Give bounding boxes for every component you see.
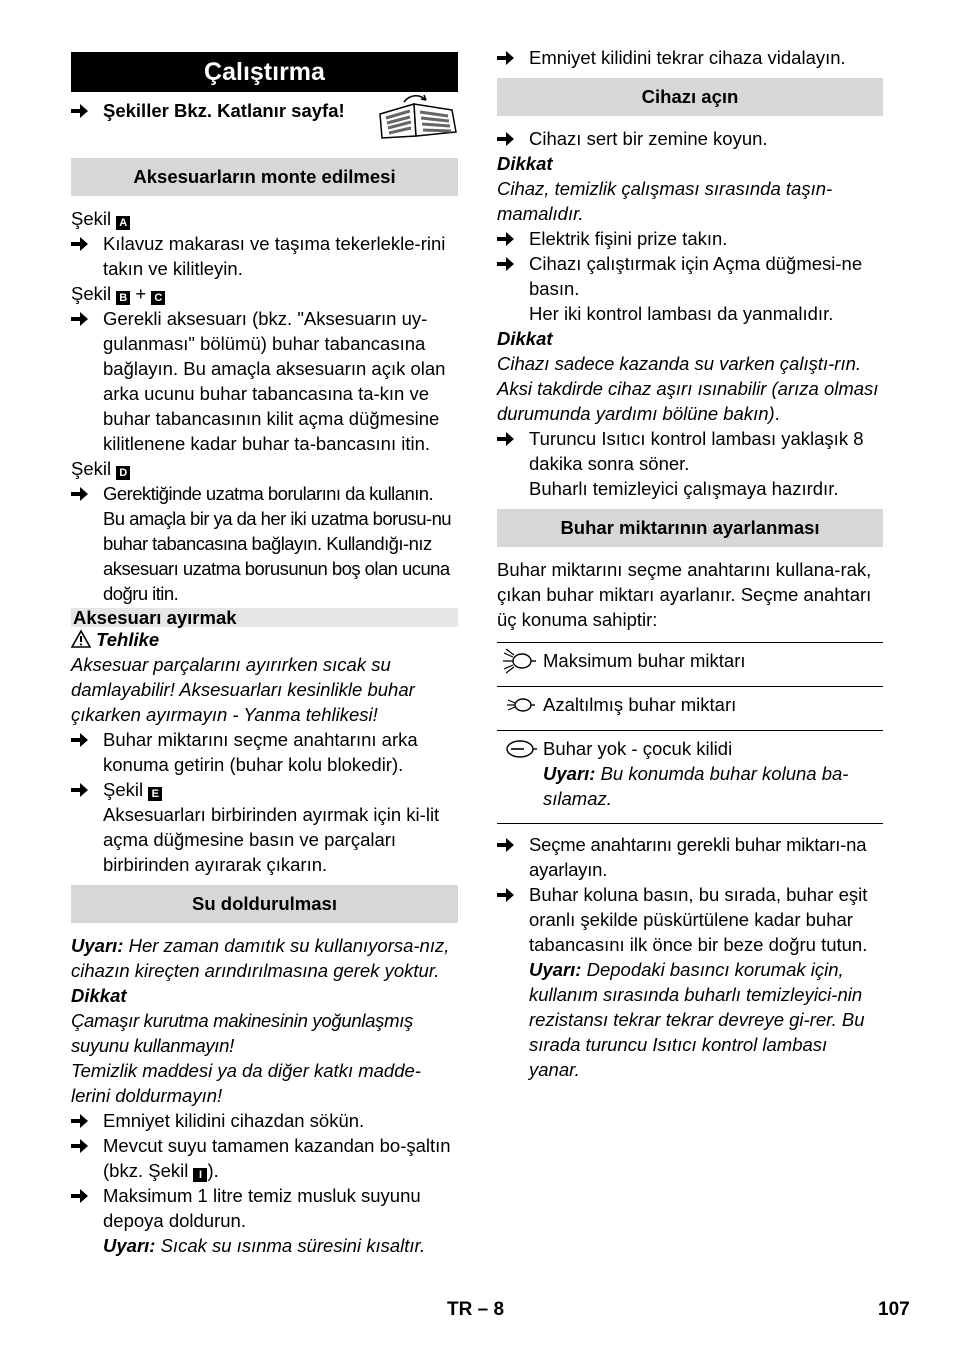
water-step-3: Maksimum 1 litre temiz musluk suyunu depoya doldurun. [71,1183,458,1233]
figure-ref-e: Şekil E [71,777,458,802]
water-step-2: Mevcut suyu tamamen kazandan bo-şaltın (bkz. Şekil I ). [71,1133,458,1183]
figure-ref-d: Şekil D [71,456,458,481]
steam-step-2: Buhar koluna basın, bu sırada, buhar eşit oranlı şekilde püskürtülene kadar buhar tabancasını ilk önce bir beze doğru tutun. [497,882,883,957]
option-no-steam: Buhar yok - çocuk kilidi Uyarı: Bu konumda buhar koluna ba-sılamaz. [543,731,883,824]
section-water-fill: Su doldurulması [71,885,458,923]
start-step-3: Cihazı çalıştırmak için Açma düğmesi-ne basın. [497,251,883,301]
remove-step-1: Buhar miktarını seçme anahtarını arka konuma getirin (buhar kolu blokedir). [71,727,458,777]
table-row [497,687,883,731]
screw-safety-lock-step: Emniyet kilidini tekrar cihaza vidalayın. [497,45,883,70]
arrow-right-icon [71,98,95,123]
figure-ref-a: Şekil A [71,206,458,231]
folding-note: Şekiller Bkz. Katlanır sayfa! [71,98,458,123]
water-note: Uyarı: Her zaman damıtık su kullanıyorsa-nız, cihazın kireçten arındırılmasına gerek yoktur. [71,935,450,981]
steam-step-2-note: Uyarı: Depodaki basıncı korumak için, kullanım sırasında buharlı temizleyici-nin rezistansı tekrar tekrar devreye gi-rer. Bu sırada turuncu Isıtıcı kontrol lambası yanar. [529,959,865,1080]
remove-step-2: Aksesuarları birbirinden ayırmak için ki-lit açma düğmesine basın ve parçaları birbirinden ayırarak çıkarın. [103,804,440,875]
caution-text-2: Cihazı sadece kazanda su varken çalıştı-rın. Aksi takdirde cihaz aşırı ısınabilir (arıza olması durumunda yardımı bölüne bakın). [497,353,879,424]
page-title: Çalıştırma [71,52,458,92]
option-reduced-steam: Azaltılmış buhar miktarı [543,687,883,731]
arrow-right-icon [71,1183,95,1208]
caution-text-2: Temizlik maddesi ya da diğer katkı madde-lerini doldurmayın! [71,1060,421,1106]
arrow-right-icon [71,1133,95,1158]
water-step-3-note: Uyarı: Sıcak su ısınma süresini kısaltır. [103,1235,426,1256]
arrow-right-icon [71,727,95,752]
arrow-right-icon [71,481,95,506]
table-row [497,643,883,687]
steam-intro: Buhar miktarını seçme anahtarını kullana-rak, çıkan buhar miktarı ayarlanır. Seçme anahtarı üç konuma sahiptir: [497,559,872,630]
accessories-step-2: Gerekli aksesuarı (bkz. "Aksesuarın uy-gulanması" bölümü) buhar tabancasına bağlayın. Bu amaçla aksesuarın açık olan arka ucunu buhar tabancasına ta-kın ve buhar tabancasının kilit açma düğmesine kilitlenene kadar buhar ta-bancasını itin. [71,306,458,456]
arrow-right-icon [71,777,95,802]
danger-text: Aksesuar parçalarını ayırırken sıcak su damlayabilir! Aksesuarları kesinlikle buhar çıkarken ayırmayın - Yanma tehlikesi! [71,654,415,725]
caution-label-2: Dikkat [497,328,553,349]
arrow-right-icon [497,426,521,451]
arrow-right-icon [497,882,521,907]
page-number: 107 [878,1299,910,1320]
warning-triangle-icon [71,630,91,648]
start-step-2: Elektrik fişini prize takın. [497,226,883,251]
reduced-steam-icon [502,692,538,718]
caution-label: Dikkat [71,985,127,1006]
right-column [497,45,883,1082]
child-lock-icon [502,736,538,762]
water-step-1: Emniyet kilidini cihazdan sökün. [71,1108,458,1133]
arrow-right-icon [71,306,95,331]
option-max-steam: Maksimum buhar miktarı [543,643,883,687]
caution-text-1: Cihaz, temizlik çalışması sırasında taşın-mamalıdır. [497,178,833,224]
steam-step-1: Seçme anahtarını gerekli buhar miktarı-na ayarlayın. [497,832,883,882]
danger-label: Tehlike [71,627,458,652]
steam-options-table [497,642,883,824]
arrow-right-icon [497,126,521,151]
arrow-right-icon [497,226,521,251]
arrow-right-icon [497,832,521,857]
figure-ref-bc: Şekil B + C [71,281,458,306]
arrow-right-icon [497,45,521,70]
left-column [71,52,458,1258]
accessories-step-3: Gerektiğinde uzatma borularını da kullanın. Bu amaçla bir ya da her iki uzatma borusu-nu buhar tabancasına bağlayın. Kullandığı-nız aksesuarı uzatma borusunun boş olan ucuna doğru itin. [71,481,458,606]
arrow-right-icon [71,1108,95,1133]
start-step-1: Cihazı sert bir zemine koyun. [497,126,883,151]
accessories-step-1: Kılavuz makarası ve taşıma tekerlekle-rini takın ve kilitleyin. [71,231,458,281]
figure-badge: A [116,216,130,230]
start-step-4-sub: Buharlı temizleyici çalışmaya hazırdır. [529,478,839,499]
arrow-right-icon [71,231,95,256]
section-steam-amount: Buhar miktarının ayarlanması [497,509,883,547]
arrow-right-icon [497,251,521,276]
open-book-icon [376,94,458,140]
footer-section-label: TR – 8 [447,1299,505,1320]
subsection-remove-accessory: Aksesuarı ayırmak [71,608,458,627]
caution-label: Dikkat [497,153,553,174]
table-row [497,731,883,824]
folding-note-row [71,98,458,150]
start-step-4: Turuncu Isıtıcı kontrol lambası yaklaşık 8 dakika sonra söner. [497,426,883,476]
max-steam-icon [502,648,538,674]
section-turn-on: Cihazı açın [497,78,883,116]
start-step-3-sub: Her iki kontrol lambası da yanmalıdır. [529,303,834,324]
section-accessories: Aksesuarların monte edilmesi [71,158,458,196]
caution-text-1: Çamaşır kurutma makinesinin yoğunlaşmış suyunu kullanmayın! [71,1010,413,1056]
